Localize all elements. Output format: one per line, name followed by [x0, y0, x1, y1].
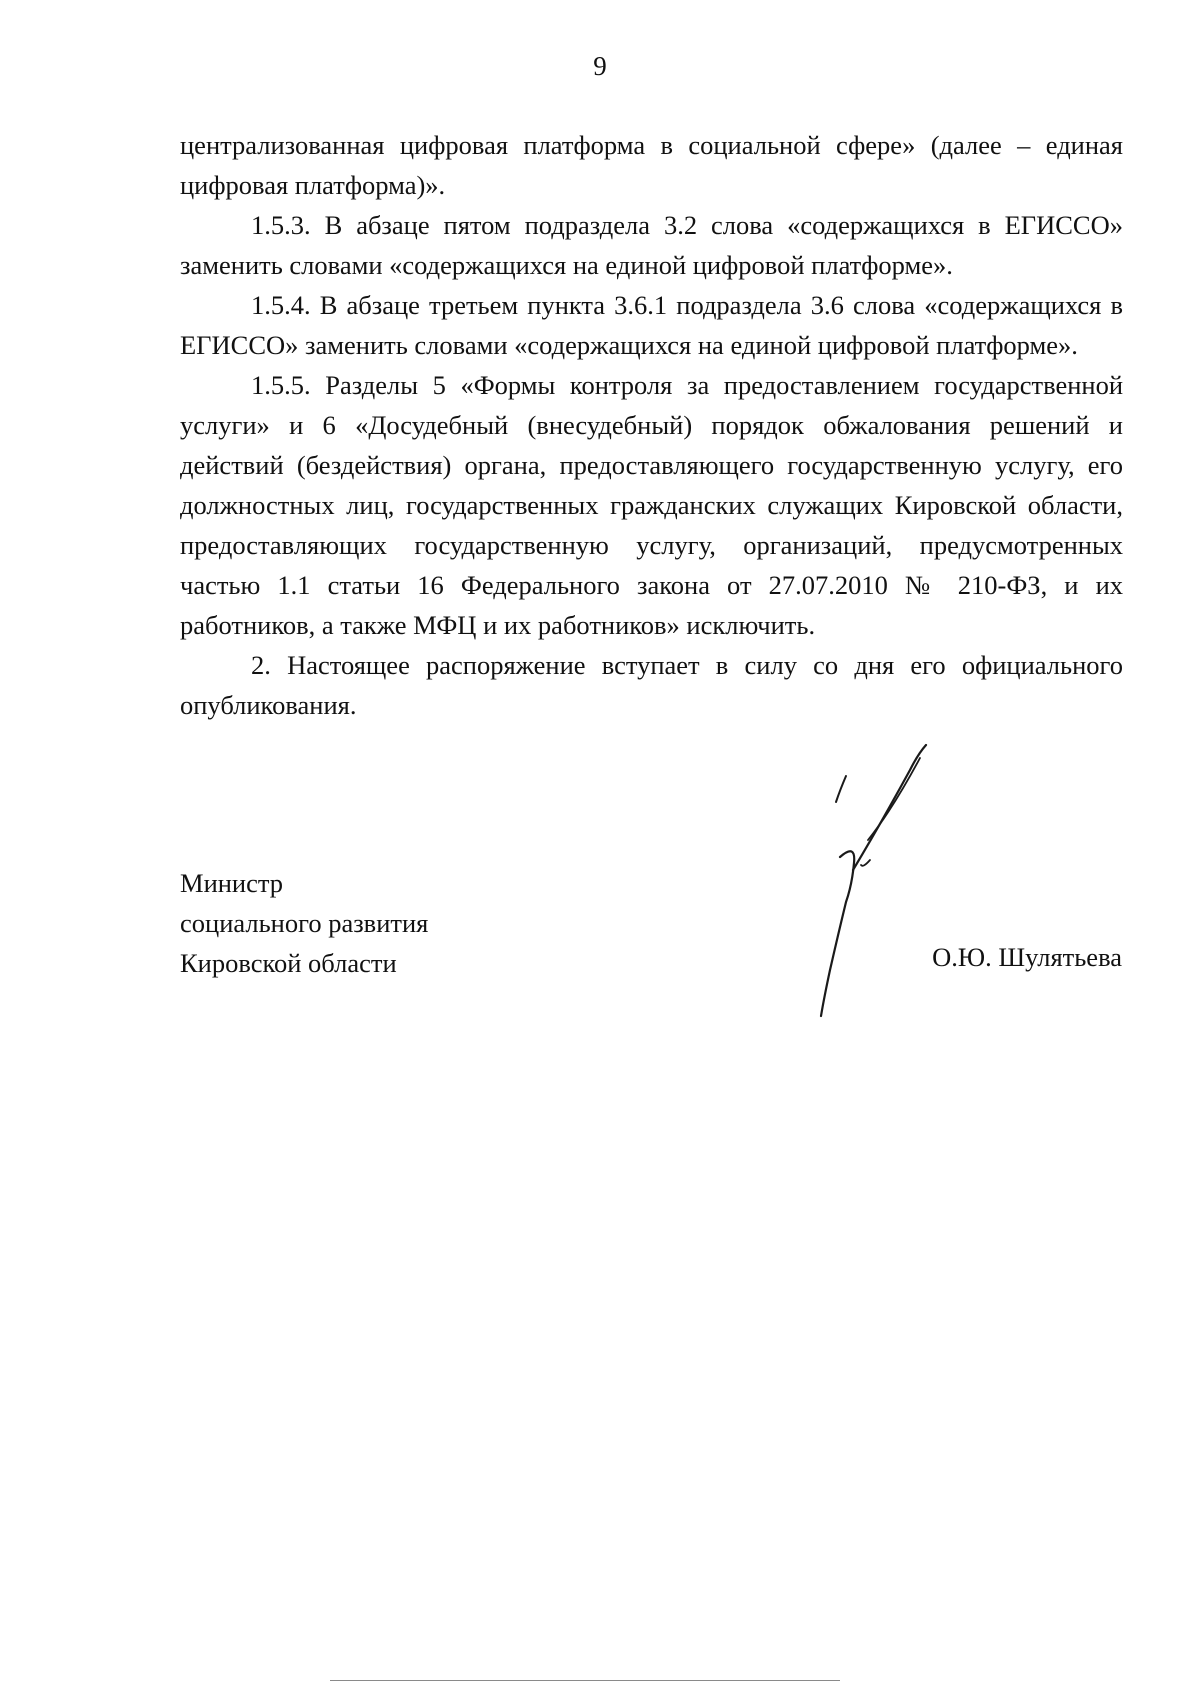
paragraph-1-5-4: 1.5.4. В абзаце третьем пункта 3.6.1 подраздела 3.6 слова «содержащихся в ЕГИССО» заменить словами «содержащихся на единой цифровой платформе». — [180, 290, 1123, 360]
signatory-title-line: Кировской области — [180, 948, 397, 978]
paragraph-1-5-3: 1.5.3. В абзаце пятом подраздела 3.2 слова «содержащихся в ЕГИССО» заменить словами «содержащихся на единой цифровой платформе». — [180, 210, 1123, 280]
signatory-name: О.Ю. Шулятьева — [932, 942, 1122, 972]
document-body — [180, 125, 1123, 725]
paragraph-continuation: централизованная цифровая платформа в социальной сфере» (далее – единая цифровая платформа)». — [180, 130, 1123, 200]
paragraph-1-5-5: 1.5.5. Разделы 5 «Формы контроля за предоставлением государственной услуги» и 6 «Досудебный (внесудебный) порядок обжалования решений и действий (бездействия) органа, предоставляющего государственную услугу, его должностных лиц, государственных гражданских служащих Кировской области, предоставляющих государственную услугу, организаций, предусмотренных частью 1.1 статьи 16 Федерального закона от 27.07.2010 № 210-ФЗ, и их работников, а также МФЦ и их работников» исключить. — [180, 370, 1123, 640]
page-number: 9 — [593, 51, 607, 81]
signatory-title-line: Министр — [180, 868, 284, 898]
signatory-title-line: социального развития — [180, 908, 429, 938]
footer-divider — [330, 1680, 840, 1681]
signatory-title — [180, 863, 428, 983]
paragraph-2: 2. Настоящее распоряжение вступает в силу со дня его официального опубликования. — [180, 650, 1123, 720]
handwritten-signature — [760, 740, 960, 1020]
